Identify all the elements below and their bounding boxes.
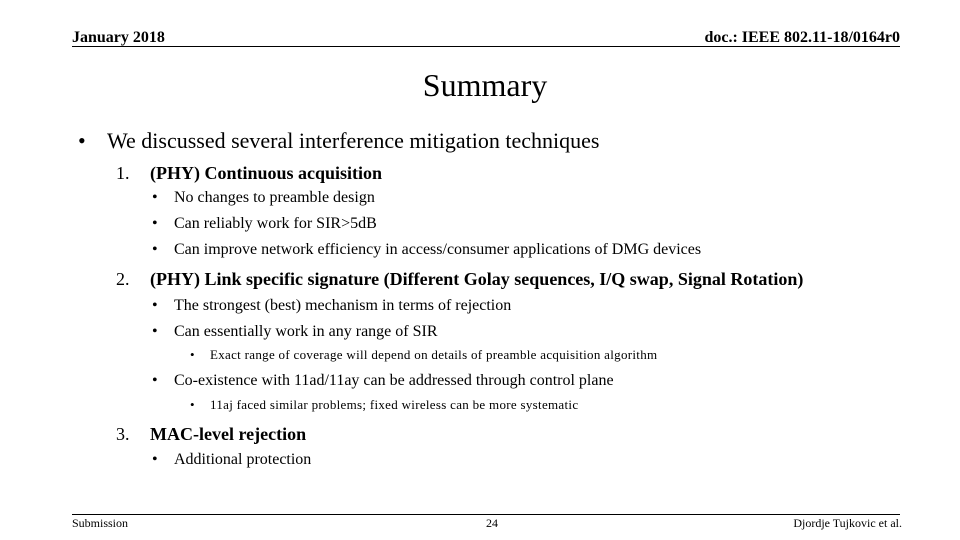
item-1-sub-2: Can reliably work for SIR>5dB [174, 215, 377, 232]
item-3-sub-1: Additional protection [174, 451, 312, 468]
main-bullet-text: We discussed several interference mitigation techniques [107, 128, 600, 153]
header-divider [72, 46, 900, 47]
item-2-subsub-2: 11aj faced similar problems; fixed wireless can be more systematic [210, 397, 579, 412]
item-1-sub-1: No changes to preamble design [174, 189, 375, 206]
item-2-subsub-1: Exact range of coverage will depend on details of preamble acquisition algorithm [210, 347, 658, 362]
header-date: January 2018 [72, 29, 165, 46]
footer-divider [72, 514, 900, 515]
footer-author: Djordje Tujkovic et al. [793, 516, 902, 530]
item-1-sub-2-marker: • [152, 215, 158, 232]
item-2-sub-2: Can essentially work in any range of SIR [174, 323, 438, 340]
item-2-sub-3-marker: • [152, 372, 158, 389]
slide-title: Summary [422, 67, 548, 103]
item-2-sub-2-marker: • [152, 323, 158, 340]
footer-submission: Submission [72, 516, 129, 530]
item-2-subsub-2-marker: • [190, 397, 195, 412]
item-2-sub-1-marker: • [152, 297, 158, 314]
item-1-sub-3-marker: • [152, 241, 158, 258]
item-2-sub-1: The strongest (best) mechanism in terms of rejection [174, 297, 512, 314]
item-2-sub-3: Co-existence with 11ad/11ay can be addressed through control plane [174, 372, 614, 389]
item-2-subsub-1-marker: • [190, 347, 195, 362]
page-number: 24 [486, 516, 498, 530]
item-1-label: (PHY) Continuous acquisition [150, 163, 383, 183]
item-1-number: 1. [116, 163, 130, 183]
item-3-sub-1-marker: • [152, 451, 158, 468]
item-3-label: MAC-level rejection [150, 424, 307, 444]
item-2-number: 2. [116, 269, 130, 289]
item-1-sub-3: Can improve network efficiency in access/consumer applications of DMG devices [174, 241, 702, 258]
main-bullet-marker: • [78, 128, 86, 153]
header-doc-id: doc.: IEEE 802.11-18/0164r0 [704, 29, 900, 46]
item-3-number: 3. [116, 424, 130, 444]
item-2-label: (PHY) Link specific signature (Different Golay sequences, I/Q swap, Signal Rotation) [150, 269, 804, 289]
item-1-sub-1-marker: • [152, 189, 158, 206]
